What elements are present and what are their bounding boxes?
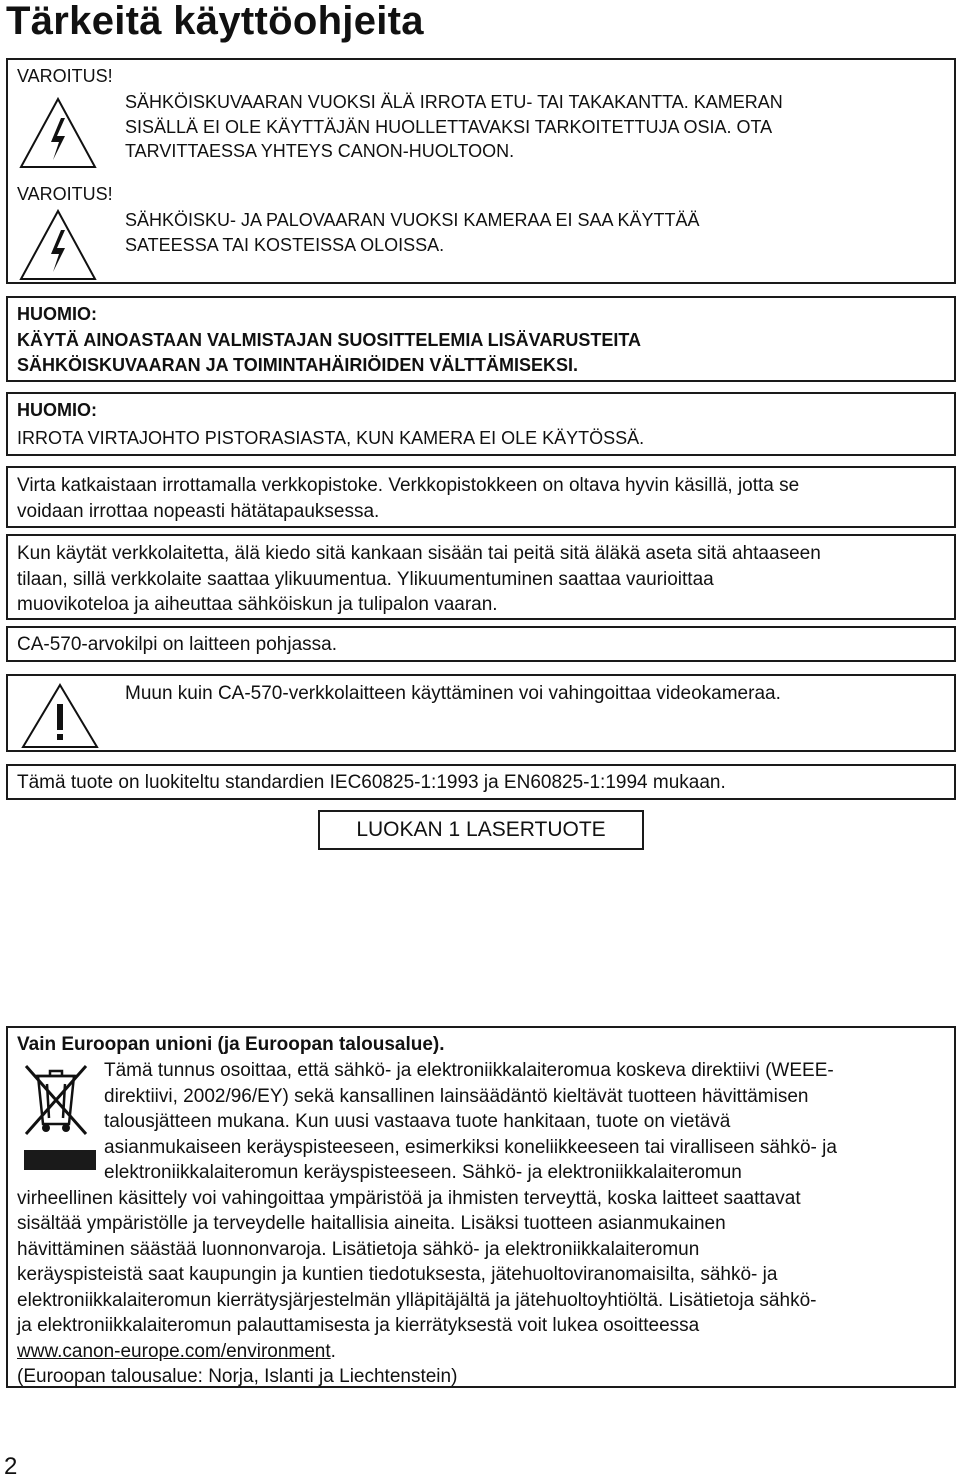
warning-text-1 <box>125 90 783 164</box>
info-text: CA-570-arvokilpi on laitteen pohjassa. <box>17 634 338 655</box>
weee-full-text <box>17 1186 816 1390</box>
text-line: SISÄLLÄ EI OLE KÄYTTÄJÄN HUOLLETTAVAKSI TARKOITETTUJA OSIA. OTA <box>125 116 773 137</box>
text-line: (Euroopan talousalue: Norja, Islanti ja Liechtenstein) <box>17 1366 458 1387</box>
text-line: SATEESSA TAI KOSTEISSA OLOISSA. <box>125 234 445 255</box>
info-box-adapter-heat <box>6 534 956 620</box>
info-box-power-plug <box>6 466 956 528</box>
weee-black-bar <box>24 1150 96 1170</box>
laser-class-label: LUOKAN 1 LASERTUOTE <box>318 810 644 850</box>
info-box-laser-standard <box>6 764 956 800</box>
weee-info-box <box>6 1026 956 1388</box>
lightning-warning-triangle-icon <box>18 96 98 170</box>
info-box-rating-plate <box>6 626 956 662</box>
warning-box-electric-shock <box>6 58 956 284</box>
text-line: IRROTA VIRTAJOHTO PISTORASIASTA, KUN KAMERA EI OLE KÄYTÖSSÄ. <box>17 428 645 448</box>
info-text <box>17 473 799 524</box>
info-text: Tämä tuote on luokiteltu standardien IEC60825-1:1993 ja EN60825-1:1994 mukaan. <box>17 772 726 793</box>
text-line: ja elektroniikkalaiteromun palauttamisesta ja kierrätyksestä voit lukea osoitteessa <box>17 1315 700 1336</box>
caution-box-unplug <box>6 392 956 456</box>
environment-link[interactable]: www.canon-europe.com/environment <box>17 1340 331 1362</box>
warning-label-2: VAROITUS! <box>17 184 113 204</box>
text-line: TARVITTAESSA YHTEYS CANON-HUOLTOON. <box>125 141 515 161</box>
text-line: SÄHKÖISKUVAARAN VUOKSI ÄLÄ IRROTA ETU- TAI TAKAKANTTA. KAMERAN <box>125 92 783 112</box>
text-line: muovikoteloa ja aiheuttaa sähköiskun ja tulipalon vaaran. <box>17 594 498 615</box>
caution-text <box>17 328 641 377</box>
caution-box-accessories <box>6 296 956 382</box>
exclamation-warning-triangle-icon <box>20 682 100 750</box>
text-line: voidaan irrottaa nopeasti hätätapauksessa. <box>17 500 380 522</box>
crossed-out-wheelie-bin-icon <box>20 1062 92 1138</box>
warning-text-2 <box>125 208 700 257</box>
info-text <box>17 541 821 618</box>
text-line: elektroniikkalaiteromun kierrätysjärjestelmän ylläpitäjältä ja jätehuoltoyhtiöltä. Lisätietoja sähkö- <box>17 1289 817 1311</box>
warning-box-other-adapter <box>6 674 956 752</box>
caution-label: HUOMIO: <box>17 400 97 420</box>
caution-text <box>17 426 644 451</box>
text-line: KÄYTÄ AINOASTAAN VALMISTAJAN SUOSITTELEMIA LISÄVARUSTEITA <box>17 330 641 350</box>
text-line: SÄHKÖISKUVAARAN JA TOIMINTAHÄIRIÖIDEN VÄLTTÄMISEKSI. <box>17 354 579 375</box>
text-line: sisältää ympäristölle ja terveydelle haitallisia aineita. Lisäksi tuotteen asianmukainen <box>17 1213 726 1234</box>
text-line: direktiivi, 2002/96/EY) sekä kansallinen lainsäädäntö kieltävät tuotteen hävittämisen <box>104 1085 809 1107</box>
text-line: Tämä tunnus osoittaa, että sähkö- ja elektroniikkalaiteromua koskeva direktiivi (WEEE- <box>104 1060 834 1081</box>
text-line: talousjätteen mukana. Kun uusi vastaava tuote hankitaan, tuote on vietävä <box>104 1111 731 1132</box>
lightning-warning-triangle-icon <box>18 208 98 282</box>
warning-text: Muun kuin CA-570-verkkolaitteen käyttäminen voi vahingoittaa videokameraa. <box>125 683 781 704</box>
text-line: Virta katkaistaan irrottamalla verkkopistoke. Verkkopistokkeen on oltava hyvin käsillä, jotta se <box>17 475 800 496</box>
warning-label-1: VAROITUS! <box>17 66 113 86</box>
weee-indented-text <box>104 1058 837 1186</box>
url-line <box>17 1339 816 1365</box>
text-line: virheellinen käsittely voi vahingoittaa ympäristöä ja ihmisten terveyttä, koska laitteet saattavat <box>17 1187 801 1209</box>
text-line: asianmukaiseen keräyspisteeseen, esimerkiksi koneliikkeeseen tai viralliseen sähkö- ja <box>104 1136 837 1158</box>
text-line: elektroniikkalaiteromun keräyspisteeseen. Sähkö- ja elektroniikkalaiteromun <box>104 1162 742 1183</box>
text-line: keräyspisteistä saat kaupungin ja kuntien tiedotuksesta, jätehuoltoviranomaisilta, sähkö- ja <box>17 1264 778 1285</box>
page-title: Tärkeitä käyttöohjeita <box>6 0 424 43</box>
text-line: Kun käytät verkkolaitetta, älä kiedo sitä kankaan sisään tai peitä sitä äläkä aseta sitä ahtaaseen <box>17 543 821 564</box>
text-line: SÄHKÖISKU- JA PALOVAARAN VUOKSI KAMERAA EI SAA KÄYTTÄÄ <box>125 210 700 230</box>
weee-heading: Vain Euroopan unioni (ja Euroopan talousalue). <box>17 1034 445 1055</box>
caution-label: HUOMIO: <box>17 304 97 324</box>
text-line: tilaan, sillä verkkolaite saattaa ylikuumentua. Ylikuumentuminen saattaa vaurioittaa <box>17 568 714 590</box>
page-number: 2 <box>4 1453 18 1480</box>
text-line: hävittäminen säästää luonnonvaroja. Lisätietoja sähkö- ja elektroniikkalaiteromun <box>17 1238 700 1260</box>
url-suffix: . <box>330 1340 336 1362</box>
